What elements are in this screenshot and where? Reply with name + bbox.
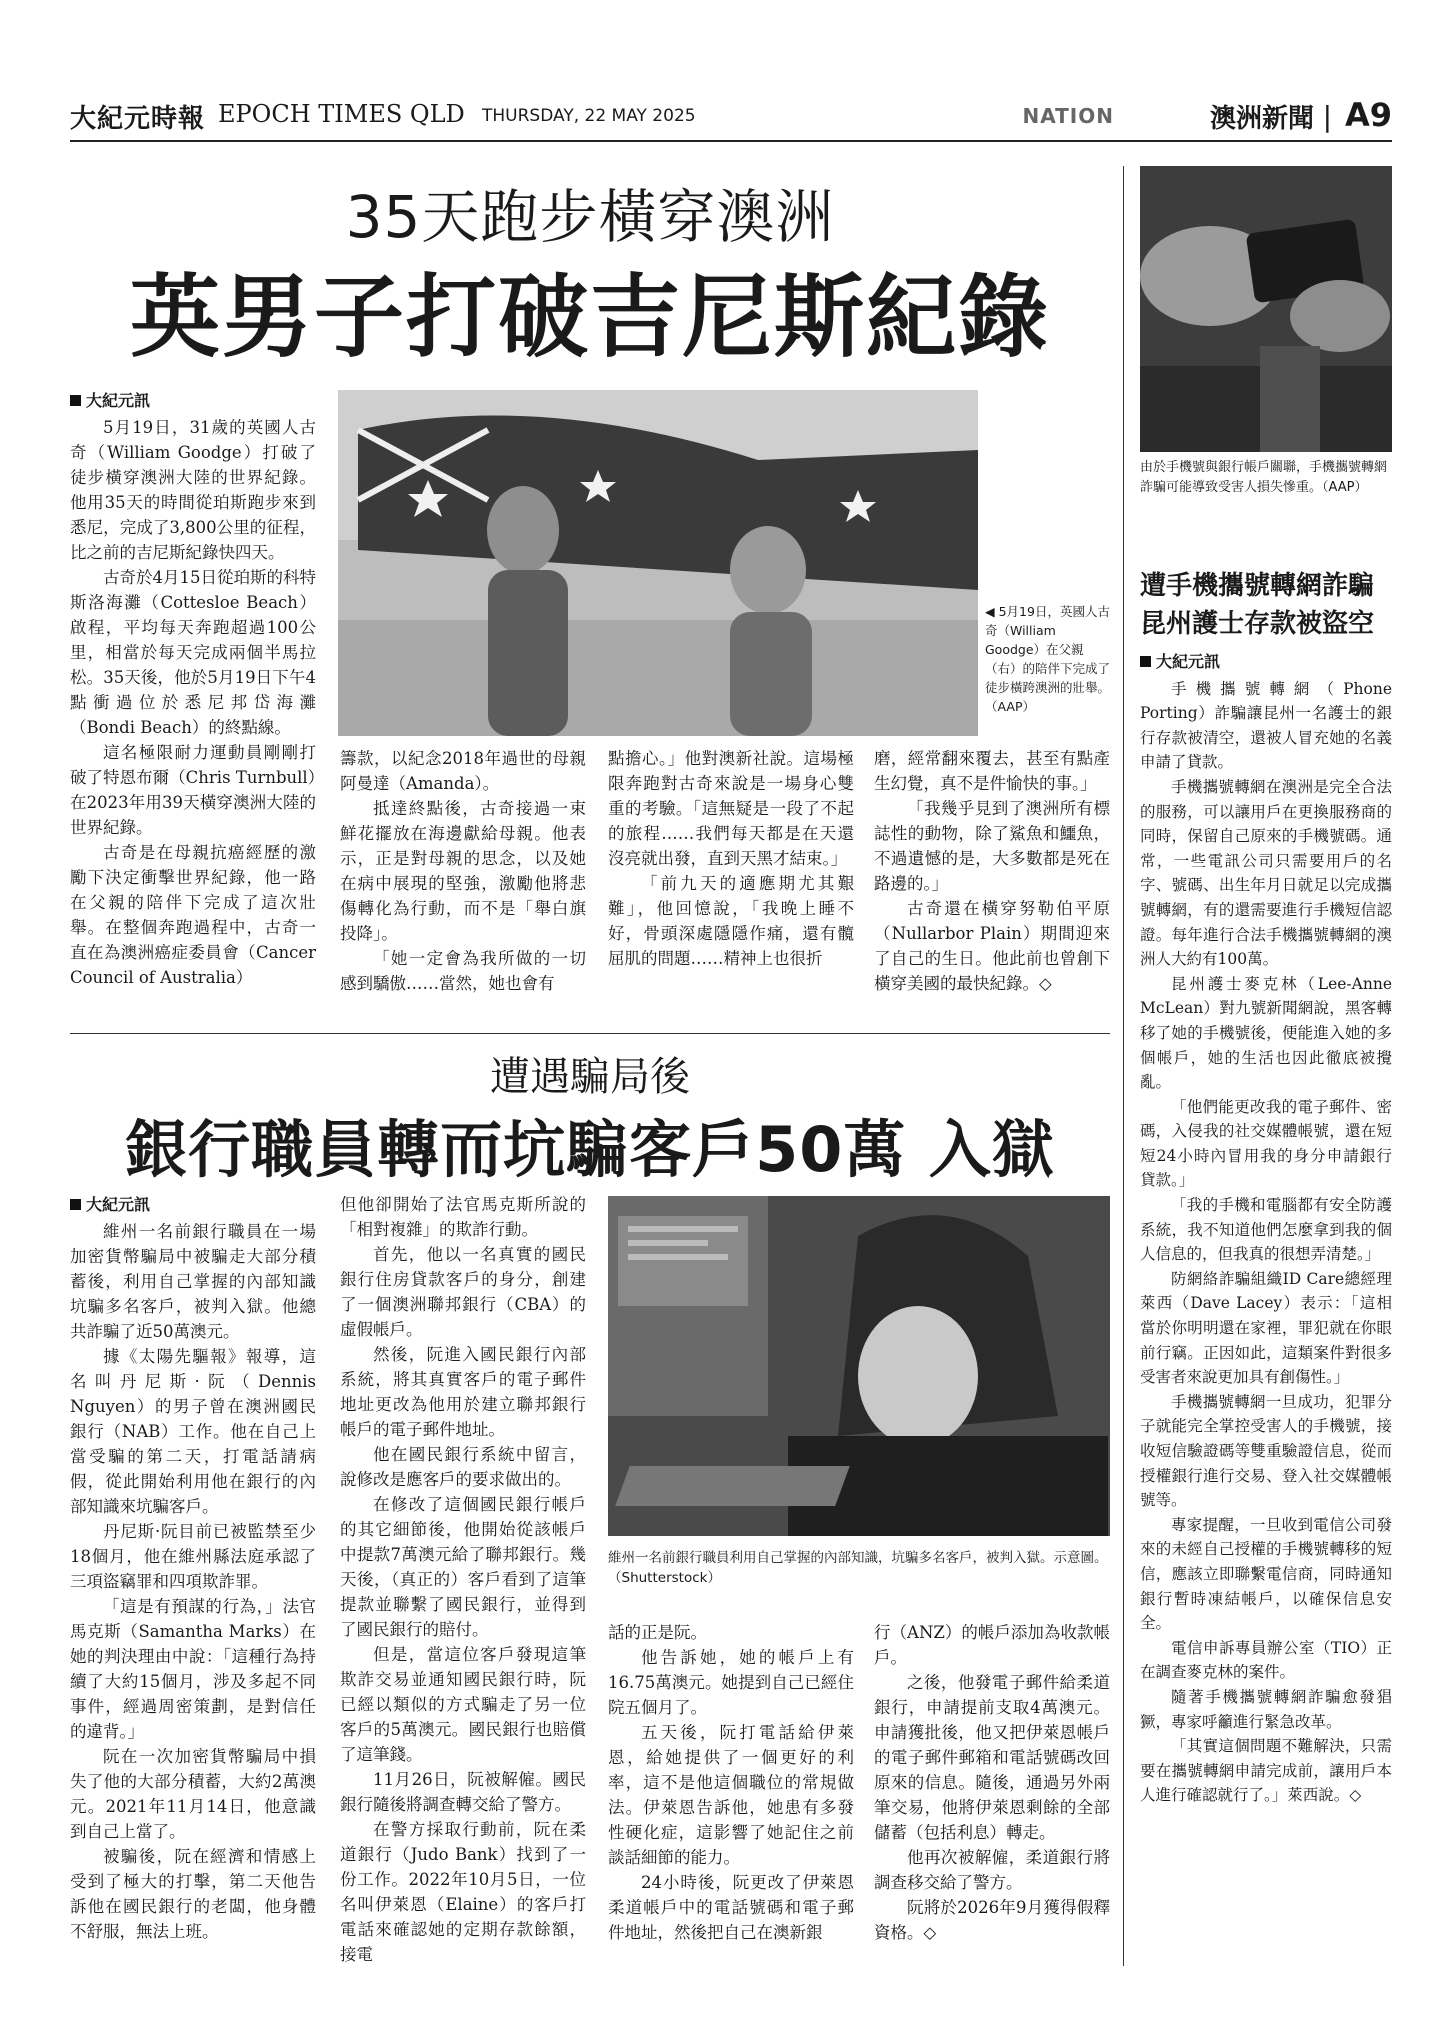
paragraph: 然後，阮進入國民銀行內部系統，將其真實客戶的電子郵件地址更改為他用於建立聯邦銀行帳戶的電子郵件地址。 — [340, 1345, 586, 1439]
sidebar-byline — [1140, 650, 1392, 675]
paragraph: 抵達終點後，古奇接過一束鮮花擺放在海邊獻給母親。他表示，正是對母親的思念，以及她在病中展現的堅強，激勵他將悲傷轉化為行動，而不是「舉白旗投降」。 — [340, 799, 586, 943]
article2-caption: 維州一名前銀行職員利用自己掌握的內部知識，坑騙多名客戶，被判入獄。示意圖。（Shutterstock） — [608, 1550, 1108, 1586]
article1-column-3 — [608, 746, 854, 971]
paragraph: 他告訴她，她的帳戶上有16.75萬澳元。她提到自己已經住院五個月了。 — [608, 1648, 854, 1717]
byline-square-icon — [70, 395, 81, 406]
article1-byline — [70, 388, 316, 413]
article1-column-2 — [340, 746, 586, 996]
masthead-divider: | — [1322, 100, 1332, 133]
byline-square-icon — [70, 1199, 81, 1210]
paragraph: 「我的手機和電腦都有安全防護系統，我不知道他們怎麼拿到我的個人信息的，但我真的很想弄清楚。」 — [1140, 1196, 1392, 1264]
paragraph: 他再次被解僱，柔道銀行將調查移交給了警方。 — [874, 1848, 1110, 1892]
paragraph: 五天後，阮打電話給伊萊恩，給她提供了一個更好的利率，這不是他這個職位的常規做法。伊萊恩告訴他，她患有多發性硬化症，這影響了她記住之前談話細節的能力。 — [608, 1723, 854, 1867]
article2-kicker: 遭遇騙局後 — [490, 1054, 690, 1100]
paragraph: 防網絡詐騙組織ID Care總經理萊西（Dave Lacey）表示：「這相當於你明明還在家裡，罪犯就在你眼前行竊。正因如此，這類案件對很多受害者來說更加具有創傷性。」 — [1140, 1269, 1392, 1387]
paragraph: 被騙後，阮在經濟和情感上受到了極大的打擊，第二天他告訴他在國民銀行的老闆，他身體不舒服，無法上班。 — [70, 1847, 316, 1941]
paragraph: 古奇還在橫穿努勒伯平原（Nullarbor Plain）期間迎來了自己的生日。他此前也曾創下橫穿美國的最快紀錄。◇ — [874, 899, 1110, 993]
article1-photo — [338, 390, 978, 736]
masthead-logo: 大紀元時報 — [70, 104, 206, 134]
article1-column-4 — [874, 746, 1110, 996]
sidebar-divider — [1123, 166, 1124, 1966]
paragraph: 首先，他以一名真實的國民銀行住房貸款客戶的身分，創建了一個澳洲聯邦銀行（CBA）的虛假帳戶。 — [340, 1245, 586, 1339]
paragraph: 專家提醒，一旦收到電信公司發來的未經自己授權的手機號轉移的短信，應該立即聯繫電信商，同時通知銀行暫時凍結帳戶，以確保信息安全。 — [1140, 1515, 1392, 1633]
paragraph: 隨著手機攜號轉網詐騙愈發猖獗，專家呼籲進行緊急改革。 — [1140, 1687, 1392, 1731]
paragraph: 維州一名前銀行職員在一場加密貨幣騙局中被騙走大部分積蓄後，利用自己掌握的內部知識坑騙多名客戶，被判入獄。他總共詐騙了近50萬澳元。 — [70, 1222, 316, 1341]
article1-caption: ◀ 5月19日，英國人古奇（William Goodge）在父親（右）的陪伴下完成了徒步橫跨澳洲的壯舉。（AAP） — [985, 604, 1111, 714]
article2-photo — [608, 1196, 1110, 1536]
masthead — [70, 96, 1392, 136]
paragraph: 手機攜號轉網在澳洲是完全合法的服務，可以讓用戶在更換服務商的同時，保留自己原來的手機號碼。通常，一些電訊公司只需要用戶的名字、號碼、出生年月日就足以完成攜號轉網，有的還需要進行手機短信認證。每年進行合法手機攜號轉網的澳洲人大約有100萬。 — [1140, 777, 1392, 969]
paragraph: 阮在一次加密貨幣騙局中損失了他的大部分積蓄，大約2萬澳元。2021年11月14日，他意識到自己上當了。 — [70, 1747, 316, 1841]
paragraph: 「這是有預謀的行為，」法官馬克斯（Samantha Marks）在她的判決理由中說：「這種行為持續了大約15個月，涉及多起不同事件，經過周密策劃，是對信任的違背。」 — [70, 1597, 316, 1741]
paragraph: 在修改了這個國民銀行帳戶的其它細節後，他開始從該帳戶中提款7萬澳元給了聯邦銀行。幾天後，（真正的）客戶看到了這筆提款並聯繫了國民銀行，並得到了國民銀行的賠付。 — [340, 1495, 586, 1639]
runner-flag-illustration — [338, 390, 978, 736]
paragraph: 話的正是阮。 — [608, 1623, 707, 1642]
sidebar-column — [1140, 650, 1392, 1808]
paragraph: 5月19日，31歲的英國人古奇（William Goodge）打破了徒步橫穿澳洲大陸的世界紀錄。他用35天的時間從珀斯跑步來到悉尼，完成了3,800公里的征程，比之前的吉尼斯紀錄快四天。 — [70, 418, 316, 562]
hacker-illustration — [608, 1196, 1110, 1536]
paragraph: 但是，當這位客戶發現這筆欺詐交易並通知國民銀行時，阮已經以類似的方式騙走了另一位客戶的5萬澳元。國民銀行也賠償了這筆錢。 — [340, 1645, 586, 1764]
paragraph: 他在國民銀行系統中留言，說修改是應客戶的要求做出的。 — [340, 1445, 586, 1489]
article2-column-3 — [608, 1620, 854, 1945]
sidebar-photo — [1140, 166, 1392, 452]
masthead-nation: NATION — [1022, 104, 1114, 128]
article2-column-2 — [340, 1192, 586, 1967]
masthead-paper-name: EPOCH TIMES QLD — [218, 100, 465, 128]
paragraph: 據《太陽先驅報》報導，這名叫丹尼斯·阮（Dennis Nguyen）的男子曾在澳洲國民銀行（NAB）工作。他在自己上當受騙的第二天，打電話請病假，從此開始利用他在銀行的內部知識來坑騙客戶。 — [70, 1347, 316, 1516]
paragraph: 之後，他發電子郵件給柔道銀行，申請提前支取4萬澳元。申請獲批後，他又把伊萊恩帳戶的電子郵件郵箱和電話號碼改回原來的信息。隨後，通過另外兩筆交易，他將伊萊恩剩餘的全部儲蓄（包括利息）轉走。 — [874, 1673, 1110, 1842]
paragraph: 手機攜號轉網（Phone Porting）詐騙讓昆州一名護士的銀行存款被清空，還被人冒充她的名義申請了貸款。 — [1140, 679, 1392, 772]
article2-column-1 — [70, 1192, 316, 1944]
page-number: A9 — [1344, 96, 1392, 134]
paragraph: 但他卻開始了法官馬克斯所說的「相對複雜」的欺詐行動。 — [340, 1195, 586, 1239]
paragraph: 阮將於2026年9月獲得假釋資格。◇ — [874, 1898, 1110, 1942]
article1-column-1 — [70, 388, 316, 990]
paragraph: 點擔心。」他對澳新社說。這場極限奔跑對古奇來說是一場身心雙重的考驗。「這無疑是一段了不起的旅程……我們每天都是在天還沒亮就出發，直到天黑才結束。」 — [608, 749, 854, 868]
paragraph: 「他們能更改我的電子郵件、密碼，入侵我的社交媒體帳號，還在短短24小時內冒用我的身分申請銀行貸款。」 — [1140, 1097, 1392, 1190]
sidebar-caption: 由於手機號與銀行帳戶關聯，手機攜號轉網詐騙可能導致受害人損失慘重。（AAP） — [1140, 460, 1388, 495]
paragraph: 「我幾乎見到了澳洲所有標誌性的動物，除了鯊魚和鱷魚，不過遺憾的是，大多數都是死在路邊的。」 — [874, 799, 1110, 893]
paragraph: 這名極限耐力運動員剛剛打破了特恩布爾（Chris Turnbull）在2023年用39天橫穿澳洲大陸的世界紀錄。 — [70, 743, 316, 837]
sidebar-headline: 遭手機攜號轉網詐騙 昆州護士存款被盜空 — [1140, 571, 1375, 639]
paragraph: 24小時後，阮更改了伊萊恩柔道帳戶中的電話號碼和電子郵件地址，然後把自己在澳新銀 — [608, 1873, 854, 1942]
paragraph: 古奇於4月15日從珀斯的科特斯洛海灘（Cottesloe Beach）啟程，平均每天奔跑超過100公里，相當於每天完成兩個半馬拉松。35天後，他於5月19日下午4點衝過位於悉尼邦岱海灘（Bondi Beach）的終點線。 — [70, 568, 316, 737]
paragraph: 「她一定會為我所做的一切感到驕傲……當然，她也會有 — [340, 949, 586, 993]
paragraph: 電信申訴專員辦公室（TIO）正在調查麥克林的案件。 — [1140, 1638, 1392, 1682]
paragraph: 11月26日，阮被解僱。國民銀行隨後將調查轉交給了警方。 — [340, 1770, 586, 1814]
sidebar-byline-text: 大紀元訊 — [1156, 652, 1221, 671]
phone-hands-illustration — [1140, 166, 1392, 452]
article2-column-4 — [874, 1620, 1110, 1945]
masthead-date: THURSDAY, 22 MAY 2025 — [482, 106, 696, 126]
byline-square-icon — [1140, 656, 1151, 667]
article1-kicker: 35天跑步橫穿澳洲 — [345, 183, 835, 251]
paragraph: 丹尼斯·阮目前已被監禁至少18個月，他在維州縣法庭承認了三項盜竊罪和四項欺詐罪。 — [70, 1522, 316, 1591]
paragraph: 古奇是在母親抗癌經歷的激勵下決定衝擊世界紀錄，他一路在父親的陪伴下完成了這次壯舉。在整個奔跑過程中，古奇一直在為澳洲癌症委員會（Cancer Council of Australia） — [70, 843, 316, 987]
article2-headline: 銀行職員轉而坑騙客戶50萬 入獄 — [125, 1113, 1055, 1186]
paragraph: 籌款，以紀念2018年過世的母親阿曼達（Amanda）。 — [340, 749, 586, 793]
paragraph: 在警方採取行動前，阮在柔道銀行（Judo Bank）找到了一份工作。2022年10月5日，一位名叫伊萊恩（Elaine）的客戶打電話來確認她的定期存款餘額，接電 — [340, 1820, 586, 1964]
paragraph: 行（ANZ）的帳戶添加為收款帳戶。 — [874, 1623, 1110, 1667]
article1-byline-text: 大紀元訊 — [86, 391, 151, 410]
article2-byline-text: 大紀元訊 — [86, 1195, 151, 1214]
masthead-section: 澳洲新聞 — [1209, 104, 1314, 134]
paragraph: 手機攜號轉網一旦成功，犯罪分子就能完全掌控受害人的手機號，接收短信驗證碼等雙重驗證信息，從而授權銀行進行交易、登入社交媒體帳號等。 — [1140, 1392, 1392, 1510]
article-divider — [70, 1033, 1110, 1034]
article2-byline — [70, 1192, 316, 1217]
paragraph: 昆州護士麥克林（Lee-Anne McLean）對九號新聞網說，黑客轉移了她的手機號後，便能進入她的多個帳戶，她的生活也因此徹底被攪亂。 — [1140, 974, 1392, 1092]
article1-headline: 英男子打破吉尼斯紀錄 — [130, 264, 1050, 370]
paragraph: 「前九天的適應期尤其艱難」，他回憶說，「我晚上睡不好，骨頭深處隱隱作痛，還有髖屈肌的問題……精神上也很折 — [608, 874, 854, 968]
paragraph: 「其實這個問題不難解決，只需要在攜號轉網申請完成前，讓用戶本人進行確認就行了。」萊西說。◇ — [1140, 1737, 1392, 1805]
masthead-rule — [70, 140, 1392, 142]
paragraph: 磨，經常翻來覆去，甚至有點產生幻覺，真不是件愉快的事。」 — [874, 749, 1110, 793]
